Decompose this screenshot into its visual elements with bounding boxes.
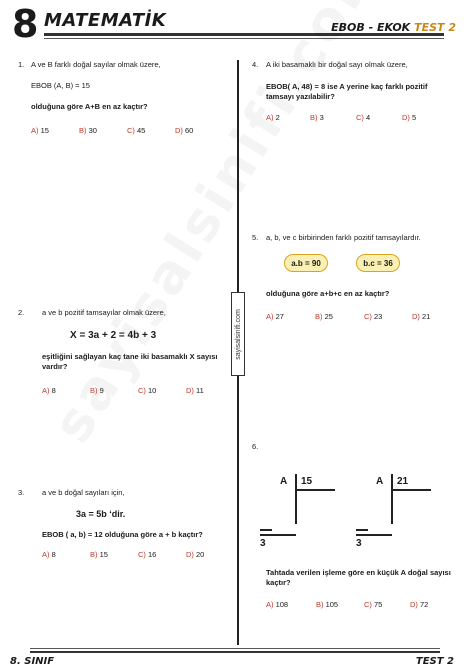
subtract-line: [260, 534, 296, 536]
test-number: TEST 2: [414, 21, 456, 34]
remainder: 3: [260, 538, 266, 549]
question-number: 5.: [252, 233, 259, 242]
question-text: a, b, ve c birbirinden farklı pozitif tamsayılardır.: [266, 233, 421, 242]
division-bar-horizontal: [391, 489, 431, 491]
option-b[interactable]: B) 9: [90, 386, 104, 395]
question-2: [18, 308, 228, 403]
division-bar-vertical: [295, 474, 297, 524]
division-board-1: [256, 472, 346, 562]
option-c[interactable]: C) 45: [127, 126, 146, 135]
question-text: a ve b pozitif tamsayılar olmak üzere,: [42, 308, 166, 317]
given-badge: a.b = 90: [284, 254, 328, 272]
option-d[interactable]: D) 5: [402, 113, 417, 122]
option-b[interactable]: B) 30: [79, 126, 97, 135]
option-a[interactable]: A) 8: [42, 550, 56, 559]
subtract-mark: [260, 529, 272, 531]
option-c[interactable]: C) 75: [364, 600, 383, 609]
option-a[interactable]: A) 27: [266, 312, 284, 321]
option-c[interactable]: C) 10: [138, 386, 157, 395]
question-prompt: EBOB( A, 48) = 8 ise A yerine kaç farklı pozitif: [266, 82, 428, 91]
question-prompt: eşitliğini sağlayan kaç tane iki basamaklı X sayısı: [42, 352, 218, 361]
option-c[interactable]: C) 16: [138, 550, 157, 559]
question-1: [18, 60, 228, 140]
question-number: 3.: [18, 488, 25, 497]
question-prompt: EBOB ( a, b) = 12 olduğuna göre a + b kaçtır?: [42, 530, 203, 539]
option-a[interactable]: A) 8: [42, 386, 56, 395]
question-prompt: tamsayı yazılabilir?: [266, 92, 335, 101]
option-d[interactable]: D) 20: [186, 550, 205, 559]
footer-rule-thin: [30, 648, 440, 649]
header-rule-thin: [44, 38, 444, 39]
test-topic: EBOB - EKOK: [331, 21, 411, 34]
question-5: [252, 233, 462, 328]
option-d[interactable]: D) 21: [412, 312, 431, 321]
option-a[interactable]: A) 108: [266, 600, 289, 609]
subtract-mark: [356, 529, 368, 531]
question-number: 6.: [252, 442, 259, 451]
question-number: 1.: [18, 60, 25, 69]
option-d[interactable]: D) 72: [410, 600, 429, 609]
question-number: 2.: [18, 308, 25, 317]
page-footer: [0, 644, 474, 670]
option-b[interactable]: B) 105: [316, 600, 339, 609]
option-a[interactable]: A) 15: [31, 126, 49, 135]
question-4: [252, 60, 462, 130]
divisor: 21: [397, 476, 409, 487]
division-bar-vertical: [391, 474, 393, 524]
question-3: [18, 488, 233, 568]
dividend: A: [376, 476, 384, 487]
equation: 3a = 5b ‘dir.: [76, 509, 126, 519]
question-text: EBOB (A, B) = 15: [31, 81, 90, 90]
option-b[interactable]: B) 15: [90, 550, 108, 559]
remainder: 3: [356, 538, 362, 549]
question-number: 4.: [252, 60, 259, 69]
question-6: [252, 442, 467, 617]
option-d[interactable]: D) 11: [186, 386, 204, 395]
question-prompt: Tahtada verilen işleme göre en küçük A doğal sayısı: [266, 568, 451, 577]
division-bar-horizontal: [295, 489, 335, 491]
footer-test: TEST 2: [415, 656, 454, 667]
option-c[interactable]: C) 23: [364, 312, 383, 321]
option-b[interactable]: B) 25: [315, 312, 333, 321]
question-prompt: olduğuna göre a+b+c en az kaçtır?: [266, 289, 390, 298]
footer-grade: 8. SINIF: [10, 656, 55, 667]
page-header: [0, 0, 474, 52]
divisor: 15: [301, 476, 313, 487]
option-c[interactable]: C) 4: [356, 113, 371, 122]
divider-label: sayisalsinifi.com: [234, 308, 242, 360]
option-b[interactable]: B) 3: [310, 113, 324, 122]
option-d[interactable]: D) 60: [175, 126, 194, 135]
divider-label-box: [231, 292, 245, 376]
subject-title: MATEMATİK: [44, 10, 167, 31]
question-text: A ve B farklı doğal sayılar olmak üzere,: [31, 60, 161, 69]
question-prompt: kaçtır?: [266, 578, 291, 587]
footer-rule: [30, 651, 440, 653]
equation: X = 3a + 2 = 4b + 3: [70, 330, 157, 341]
dividend: A: [280, 476, 288, 487]
grade-number: 8: [12, 2, 39, 46]
question-prompt: vardır?: [42, 362, 68, 371]
question-text: a ve b doğal sayıları için,: [42, 488, 125, 497]
given-badge: b.c = 36: [356, 254, 400, 272]
question-prompt: olduğuna göre A+B en az kaçtır?: [31, 102, 148, 111]
subtract-line: [356, 534, 392, 536]
division-board-2: [352, 472, 442, 562]
option-a[interactable]: A) 2: [266, 113, 280, 122]
question-text: A iki basamaklı bir doğal sayı olmak üzere,: [266, 60, 408, 69]
